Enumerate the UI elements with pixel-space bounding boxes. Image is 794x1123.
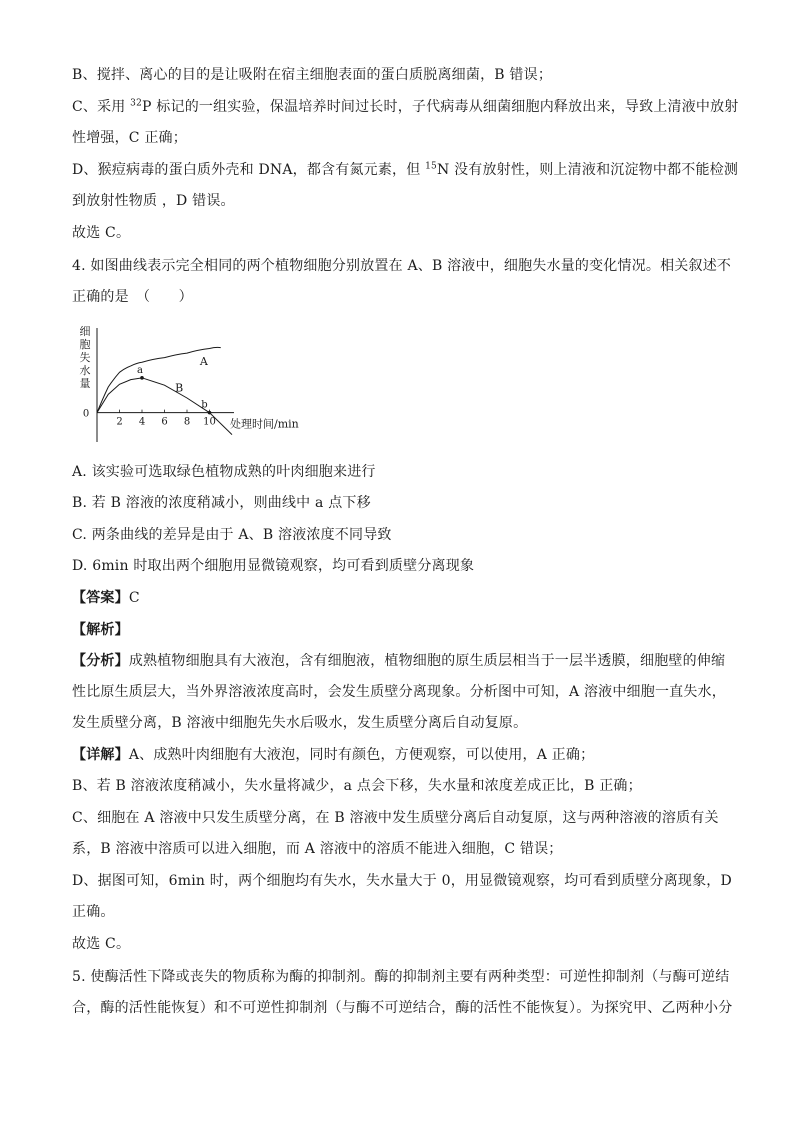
superscript-15: 15	[425, 161, 437, 172]
text-line: 故选 C。	[72, 225, 131, 241]
xiangjie-line	[72, 745, 734, 765]
xiangjie-tag: 【详解】	[72, 747, 129, 763]
answer-line	[72, 588, 734, 608]
point-b	[208, 411, 212, 415]
text-fragment: P 标记的一组实验，保温培养时间过长时，子代病毒从细菌细胞内释放出来，导致上清液中放射	[142, 99, 739, 115]
text-line-d-prev	[72, 160, 739, 180]
y-axis-label-char: 细	[79, 325, 91, 338]
answer-value: C	[128, 590, 140, 606]
superscript-32: 32	[130, 98, 143, 109]
text-fragment: C、采用	[72, 99, 131, 115]
text-line: 性增强，C 正确；	[72, 130, 187, 146]
fenxi-line: 发生质壁分离，B 溶液中细胞先失水后吸水，发生质壁分离后自动复原。	[72, 715, 528, 731]
option-c: C. 两条曲线的差异是由于 A、B 溶液浓度不同导致	[72, 527, 392, 543]
answer-tag: 【答案】	[72, 590, 129, 606]
detail-line: D、据图可知，6min 时，两个细胞均有失水，失水量大于 0，用显微镜观察，均可看到质壁分离现象，D	[72, 873, 732, 889]
water-loss-chart	[72, 322, 312, 446]
x-tick-label: 2	[116, 416, 123, 428]
y-axis-label-char: 水	[79, 364, 91, 377]
detail-line: 系，B 溶液中溶质可以进入细胞，而 A 溶液中的溶质不能进入细胞，C 错误；	[72, 841, 563, 857]
y-axis-label-char: 量	[79, 377, 91, 390]
point-label-b: b	[201, 399, 208, 411]
x-tick-label: 6	[161, 416, 168, 428]
text-fragment: D、猴痘病毒的蛋白质外壳和 DNA，都含有氮元素，但	[72, 162, 426, 178]
point-a	[140, 376, 144, 380]
y-axis-label-char: 失	[79, 351, 91, 364]
origin-label: 0	[82, 408, 90, 420]
fenxi-text: 成熟植物细胞具有大液泡，含有细胞液，植物细胞的原生质层相当于一层半透膜，细胞壁的伸缩	[128, 653, 726, 669]
y-axis-label-char: 胞	[79, 338, 91, 351]
point-label-a: a	[137, 364, 143, 376]
fenxi-line	[72, 651, 734, 671]
option-b: B. 若 B 溶液的浓度稍减小，则曲线中 a 点下移	[72, 495, 371, 511]
question-5-stem: 合，酶的活性能恢复）和不可逆性抑制剂（与酶不可逆结合，酶的活性不能恢复）。为探究甲、乙两种小分	[72, 1000, 733, 1016]
detail-line: C、细胞在 A 溶液中只发生质壁分离，在 B 溶液中发生质壁分离后自动复原，这与两种溶液的溶质有关	[72, 810, 719, 826]
fenxi-line: 性比原生质层大，当外界溶液浓度高时，会发生质壁分离现象。分析图中可知，A 溶液中细胞一直失水，	[72, 684, 726, 700]
series-label-a: A	[199, 355, 208, 368]
detail-line: B、若 B 溶液浓度稍减小，失水量将减少，a 点会下移，失水量和浓度差成正比，B 正确；	[72, 778, 642, 794]
xiangjie-text: A、成熟叶肉细胞有大液泡，同时有颜色，方便观察，可以使用，A 正确；	[128, 747, 595, 763]
analysis-tag	[72, 620, 734, 640]
text-fragment: N 没有放射性，则上清液和沉淀物中都不能检测	[436, 162, 739, 178]
text-line-c-prev	[72, 97, 739, 117]
text-line: 到放射性物质 ，D 错误。	[72, 193, 235, 209]
question-4-stem: 4. 如图曲线表示完全相同的两个植物细胞分别放置在 A、B 溶液中，细胞失水量的变化情况。相关叙述不	[72, 258, 732, 274]
detail-line: 正确。	[72, 904, 115, 920]
fenxi-tag: 【分析】	[72, 653, 129, 669]
question-4-stem: 正确的是 （ ）	[72, 289, 193, 305]
x-tick-label: 4	[138, 416, 146, 428]
x-axis-label: 处理时间/min	[230, 417, 299, 431]
detail-line: 故选 C。	[72, 936, 131, 952]
x-tick-label: 8	[183, 416, 191, 428]
option-a: A. 该实验可选取绿色植物成熟的叶肉细胞来进行	[72, 464, 376, 480]
text-line-b-prev: B、搅拌、离心的目的是让吸附在宿主细胞表面的蛋白质脱离细菌，B 错误；	[72, 67, 553, 83]
question-5-stem: 5. 使酶活性下降或丧失的物质称为酶的抑制剂。酶的抑制剂主要有两种类型：可逆性抑制剂（与酶可逆结	[72, 969, 730, 985]
x-tick-label: 10	[203, 416, 216, 428]
option-d: D. 6min 时取出两个细胞用显微镜观察，均可看到质壁分离现象	[72, 558, 475, 574]
chart-labels	[80, 325, 299, 431]
analysis-tag-text: 【解析】	[72, 622, 129, 638]
series-label-b: B	[175, 381, 184, 395]
